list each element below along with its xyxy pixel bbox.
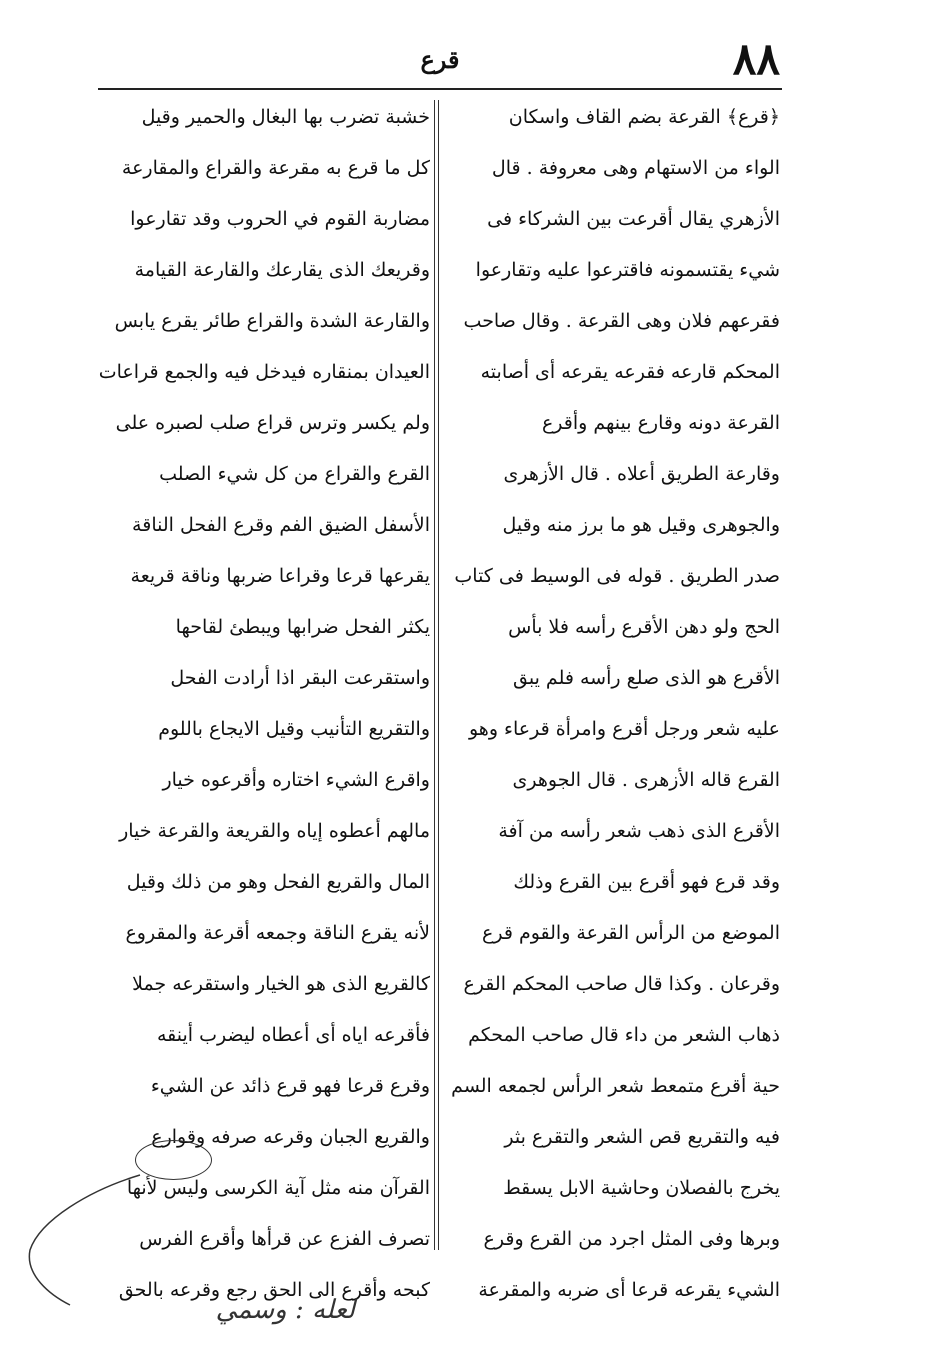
header-rule xyxy=(98,88,782,90)
text-line: والتقريع التأنيب وقيل الايجاع باللوم xyxy=(158,718,430,740)
text-line: كل ما قرع به مقرعة والقراع والمقارعة xyxy=(121,157,430,179)
text-line: المال والقريع الفحل وهو من ذلك وقيل xyxy=(126,871,430,893)
text-line: كالقريع الذى هو الخيار واستقرعه جملا xyxy=(132,973,430,995)
text-line: فأقرعه اياه أى أعطاه ليضرب أينقه xyxy=(156,1024,430,1046)
text-line: واستقرعت البقر اذا أرادت الفحل xyxy=(170,667,430,689)
text-line: يقرعها قرعا وقراعا ضربها وناقة قريعة xyxy=(130,565,430,587)
text-line: وبرها وفى المثل اجرد من القرع وقرع xyxy=(483,1228,780,1250)
text-line: ذهاب الشعر من داء قال صاحب المحكم xyxy=(468,1024,780,1046)
text-line: الموضع من الرأس القرعة والقوم قرع xyxy=(482,922,780,944)
text-line: يكثر الفحل ضرابها ويبطئ لقاحها xyxy=(175,616,430,638)
text-line: الحج ولو دهن الأقرع رأسه فلا بأس xyxy=(508,616,780,638)
left-column xyxy=(95,92,430,1316)
text-line: الأقرع الذى ذهب شعر رأسه من آفة xyxy=(498,820,780,842)
text-line: والقريع الجبان وقرعه صرفه وقوارع xyxy=(151,1126,430,1148)
text-line: الأسفل الضيق الفم وقرع الفحل الناقة xyxy=(132,514,430,536)
text-line: وقرع قرعا فهو قرع ذائد عن الشيء xyxy=(150,1075,430,1097)
ink-circle-annotation xyxy=(135,1140,212,1180)
text-line: حية أقرع متمعط شعر الرأس لجمعه السم xyxy=(451,1075,780,1097)
text-line: الشيء يقرعه قرعا أى ضربه والمقرعة xyxy=(478,1279,780,1301)
text-line: لأنه يقرع الناقة وجمعه أقرعة والمقروع xyxy=(125,922,430,944)
text-line: شيء يقتسمونه فاقترعوا عليه وتقارعوا xyxy=(475,259,780,281)
text-line: فيه والتقريع قص الشعر والتقرع بثر xyxy=(504,1126,780,1148)
text-line: يخرج بالفصلان وحاشية الابل يسقط xyxy=(503,1177,780,1199)
column-divider xyxy=(438,100,439,1250)
handwritten-note: لعله : وسمي xyxy=(215,1295,355,1325)
text-line: والقارعة الشدة والقراع طائر يقرع يابس xyxy=(114,310,430,332)
text-line: المحكم قارعه فقرعه يقرعه أى أصابته xyxy=(480,361,780,383)
text-line: تصرف الفزع عن قرأها وأقرع الفرس xyxy=(139,1228,430,1250)
text-line: القرع والقراع من كل شيء الصلب xyxy=(159,463,430,485)
page-header xyxy=(100,30,780,90)
text-line: صدر الطريق . قوله فى الوسيط فى كتاب xyxy=(454,565,780,587)
text-line: وقد قرع فهو أقرع بين القرع وذلك xyxy=(513,871,780,893)
text-line: مضاربة القوم في الحروب وقد تقارعوا xyxy=(130,208,430,230)
text-line: وقرعان . وكذا قال صاحب المحكم القرع xyxy=(463,973,780,995)
column-divider xyxy=(434,100,435,1250)
text-line: العيدان بمنقاره فيدخل فيه والجمع قراعات xyxy=(98,361,430,383)
text-line: والجوهرى وقيل هو ما برز منه وقيل xyxy=(502,514,780,536)
text-line: خشبة تضرب بها البغال والحمير وقيل xyxy=(141,106,430,128)
page-number: ٨٨ xyxy=(732,34,780,85)
text-line: عليه شعر ورجل أقرع وامرأة قرعاء وهو xyxy=(468,718,780,740)
text-line: فقرعهم فلان وهى القرعة . وقال صاحب xyxy=(463,310,780,332)
running-head: قرع xyxy=(420,45,460,74)
text-line: كبحه وأقرع الى الحق رجع وقرعه بالحق xyxy=(118,1279,430,1301)
text-line: القرع قاله الأزهرى . قال الجوهرى xyxy=(512,769,780,791)
text-line: الواء من الاستهام وهى معروفة . قال xyxy=(491,157,780,179)
text-line: الأزهري يقال أقرعت بين الشركاء فى xyxy=(487,208,780,230)
text-line: واقرع الشيء اختاره وأقرعوه خيار xyxy=(162,769,430,791)
right-column xyxy=(445,92,780,1316)
text-line: مالهم أعطوه إياه والقريعة والقرعة خيار xyxy=(119,820,430,842)
text-line: ولم يكسر وترس قراع صلب لصبره على xyxy=(115,412,430,434)
text-line: ﴿قرع﴾ القرعة بضم القاف واسكان xyxy=(508,106,780,128)
text-line: وقريعك الذى يقارعك والقارعة القيامة xyxy=(134,259,430,281)
text-line: الأقرع هو الذى صلع رأسه فلم يبق xyxy=(513,667,780,689)
text-line: القرعة دونه وقارع بينهم وأقرع xyxy=(541,412,780,434)
text-line: القرآن منه مثل آية الكرسى وليس لأنها xyxy=(126,1177,430,1199)
text-line: وقارعة الطريق أعلاه . قال الأزهرى xyxy=(503,463,780,485)
